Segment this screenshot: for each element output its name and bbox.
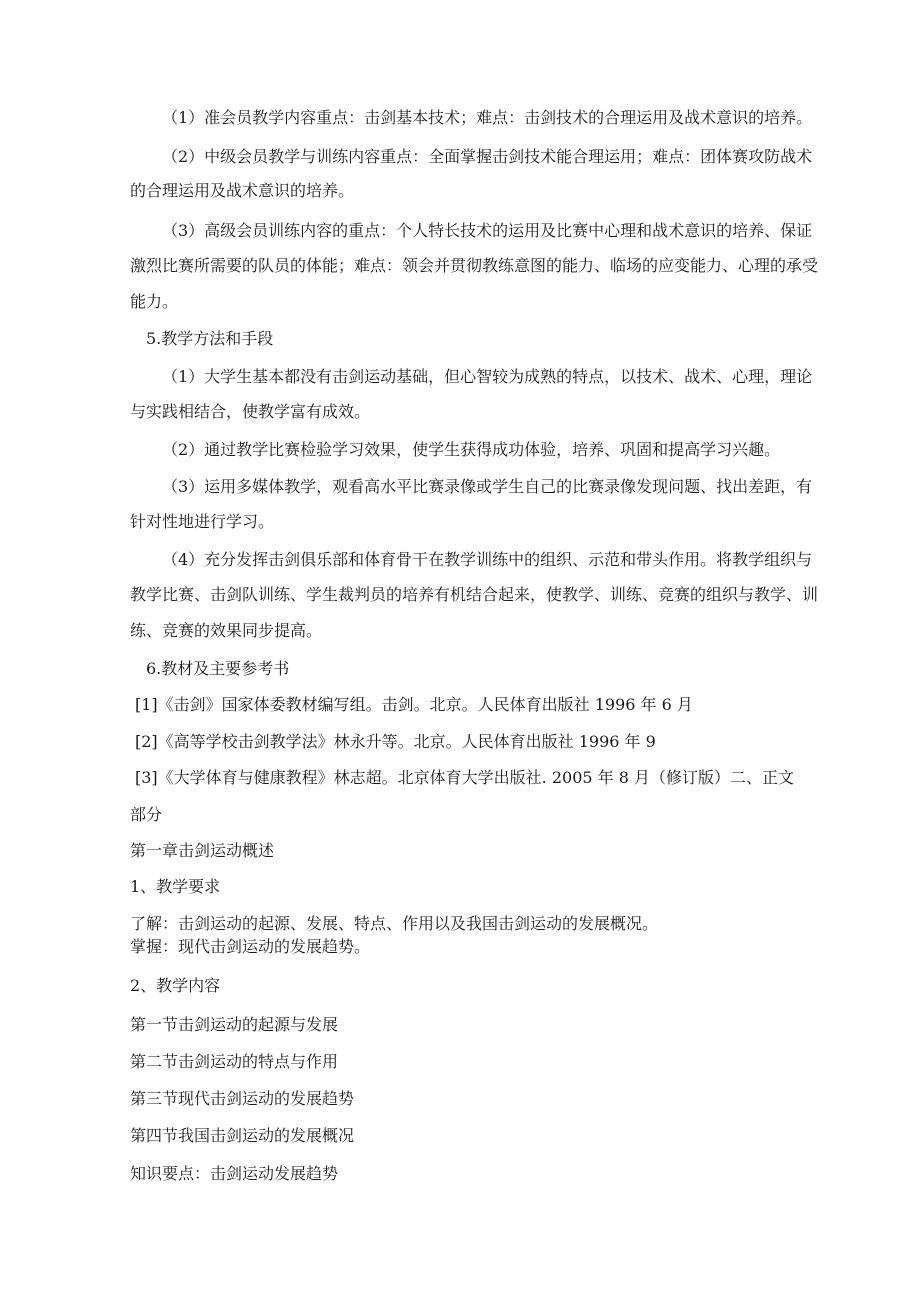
requirement-master: 掌握：现代击剑运动的发展趋势。	[130, 937, 371, 956]
reference-2: [2]《高等学校击剑教学法》林永升等。北京。人民体育出版社 1996 年 9	[135, 732, 656, 751]
section-4: 第四节我国击剑运动的发展概况	[130, 1126, 355, 1145]
reference-3-line1: [3]《大学体育与健康教程》林志超。北京体育大学出版社. 2005 年 8 月（修订版）二、正文	[135, 768, 794, 787]
method-4-line1: （4）充分发挥击剑俱乐部和体育骨干在教学训练中的组织、示范和带头作用。将教学组织与	[162, 550, 813, 569]
point-intermediate-line1: （2）中级会员教学与训练内容重点：全面掌握击剑技术能合理运用；难点：团体赛攻防战术	[162, 147, 813, 166]
teaching-requirements-heading: 1、教学要求	[130, 877, 221, 896]
method-1-line1: （1）大学生基本都没有击剑运动基础，但心智较为成熟的特点，以技术、战术、心理，理论	[162, 367, 813, 386]
point-intermediate-line2: 的合理运用及战术意识的培养。	[130, 181, 355, 200]
section-1: 第一节击剑运动的起源与发展	[130, 1015, 339, 1034]
reference-3-line2: 部分	[130, 805, 163, 824]
method-2: （2）通过教学比赛检验学习效果，使学生获得成功体验，培养、巩固和提高学习兴趣。	[162, 440, 781, 459]
reference-1: [1]《击剑》国家体委教材编写组。击剑。北京。人民体育出版社 1996 年 6 月	[135, 695, 693, 714]
method-3-line2: 针对性地进行学习。	[130, 512, 275, 531]
point-advanced-line2: 激烈比赛所需要的队员的体能；难点：领会并贯彻教练意图的能力、临场的应变能力、心理的承受	[130, 256, 819, 275]
section-heading-methods: 5.教学方法和手段	[146, 329, 274, 348]
point-advanced-line1: （3）高级会员训练内容的重点：个人特长技术的运用及比赛中心理和战术意识的培养、保证	[162, 221, 813, 240]
point-advanced-line3: 能力。	[130, 292, 179, 311]
teaching-content-heading: 2、教学内容	[130, 976, 221, 995]
section-2: 第二节击剑运动的特点与作用	[130, 1052, 339, 1071]
point-junior: （1）准会员教学内容重点：击剑基本技术；难点：击剑技术的合理运用及战术意识的培养。	[162, 108, 813, 127]
requirement-understand: 了解：击剑运动的起源、发展、特点、作用以及我国击剑运动的发展概况。	[130, 914, 659, 933]
section-3: 第三节现代击剑运动的发展趋势	[130, 1089, 355, 1108]
method-1-line2: 与实践相结合，使教学富有成效。	[130, 402, 371, 421]
chapter-title: 第一章击剑运动概述	[130, 841, 275, 860]
method-4-line2: 教学比赛、击剑队训练、学生裁判员的培养有机结合起来，使教学、训练、竞赛的组织与教学、训	[130, 585, 819, 604]
method-4-line3: 练、竞赛的效果同步提高。	[130, 621, 323, 640]
key-points: 知识要点：击剑运动发展趋势	[130, 1164, 339, 1183]
section-heading-references: 6.教材及主要参考书	[146, 659, 290, 678]
method-3-line1: （3）运用多媒体教学，观看高水平比赛录像或学生自己的比赛录像发现问题、找出差距，有	[162, 477, 813, 496]
